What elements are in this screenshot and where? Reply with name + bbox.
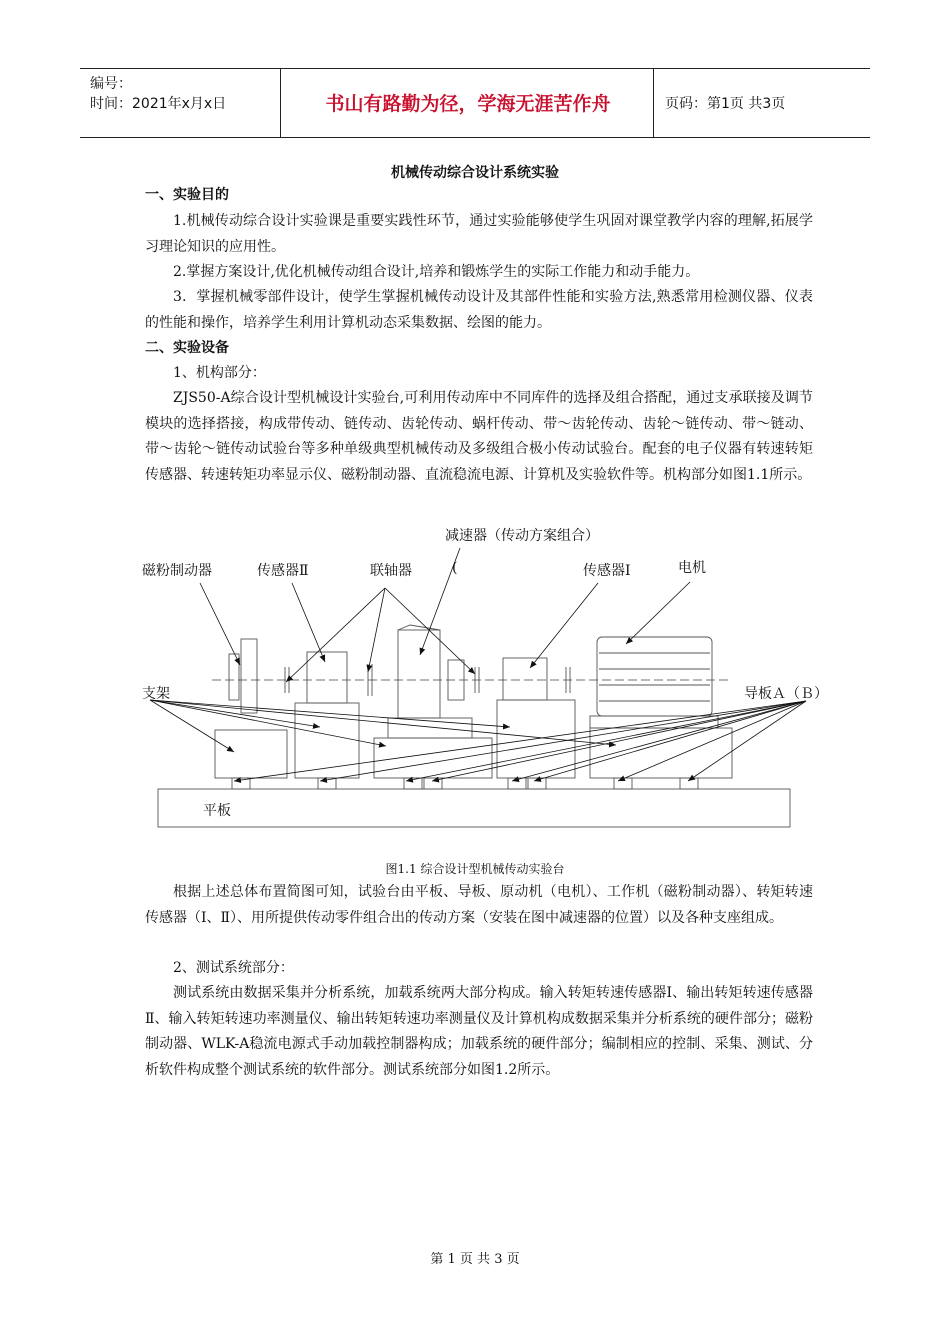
paragraph: 3．掌握机械零部件设计，使学生掌握机械传动设计及其部件性能和实验方法,熟悉常用检测仪器、仪表的性能和操作，培养学生利用计算机动态采集数据、绘图的能力。 — [145, 289, 813, 331]
header-motto: 书山有路勤为径，学海无涯苦作舟 — [325, 93, 611, 115]
support-block — [590, 728, 732, 778]
label-coupling: 联轴器 — [370, 563, 412, 579]
label-motor: 电机 — [678, 560, 706, 576]
label-sensor-1: 传感器Ⅰ — [583, 563, 631, 579]
page-title: 机械传动综合设计系统实验 — [391, 165, 559, 181]
paragraph: ZJS50-A综合设计型机械设计实验台,可利用传动库中不同库件的选择及组合搭配，通过支承联接及调节模块的选择搭接，构成带传动、链传动、齿轮传动、蜗杆传动、带～齿轮传动、齿轮～链传动、带～链动、带～齿轮～链传动试验台等多种单级典型机械传动及多级组合极小传动试验台。配套的电子仪器有转速转矩传感器、转速转矩功率显示仪、磁粉制动器、直流稳流电源、计算机及实验软件等。机构部分如图1.1所示。 — [145, 390, 813, 483]
figure-caption: 图1.1 综合设计型机械传动实验台 — [385, 862, 565, 876]
paragraph: 根据上述总体布置简图可知，试验台由平板、导板、原动机（电机）、工作机（磁粉制动器）、转矩转速传感器（Ⅰ、Ⅱ）、用所提供传动零件组合出的传动方案（安装在图中减速器的位置）以及各种支座组成。 — [145, 884, 813, 926]
label-paren: ( — [452, 560, 458, 576]
doc-number-label: 编号： — [90, 76, 132, 92]
label-plate: 平板 — [203, 803, 231, 819]
base-plate — [158, 789, 790, 827]
paragraph: 2.掌握方案设计,优化机械传动组合设计,培养和锻炼学生的实际工作能力和动手能力。 — [173, 264, 700, 280]
label-sensor-2: 传感器Ⅱ — [257, 563, 309, 579]
sensor-1 — [503, 658, 547, 700]
page-footer: 第 1 页 共 3 页 — [430, 1252, 520, 1267]
label-brake: 磁粉制动器 — [142, 563, 212, 579]
doc-date-label: 时间：2021年x月x日 — [90, 96, 227, 112]
reducer — [398, 630, 440, 718]
header-page-info: 页码：第1页 共3页 — [665, 96, 786, 112]
sensor-2 — [307, 652, 347, 703]
subheading: 2、测试系统部分： — [173, 960, 294, 976]
magnetic-brake — [241, 639, 257, 713]
label-support: 支架 — [142, 686, 170, 702]
section-heading-purpose: 一、实验目的 — [145, 187, 229, 203]
motor — [597, 637, 712, 716]
support-block — [215, 730, 287, 778]
paragraph: 1.机械传动综合设计实验课是重要实践性环节，通过实验能够使学生巩固对课堂教学内容的理解,拓展学习理论知识的应用性。 — [145, 213, 813, 255]
subheading: 1、机构部分： — [173, 365, 266, 381]
label-guide: 导板Ａ（Ｂ） — [744, 686, 828, 702]
paragraph: 测试系统由数据采集并分析系统，加载系统两大部分构成。输入转矩转速传感器Ⅰ、输出转矩转速传感器Ⅱ、输入转矩转速功率测量仪、输出转矩转速功率测量仪及计算机构成数据采集并分析系统的硬件部分；磁粉制动器、WLK-A稳流电源式手动加载控制器构成；加载系统的硬件部分；编制相应的控制、采集、测试、分析软件构成整个测试系统的软件部分。测试系统部分如图1.2所示。 — [145, 985, 813, 1078]
support-block — [295, 703, 359, 778]
section-heading-equipment: 二、实验设备 — [145, 340, 229, 356]
label-reducer: 减速器（传动方案组合） — [445, 528, 599, 544]
